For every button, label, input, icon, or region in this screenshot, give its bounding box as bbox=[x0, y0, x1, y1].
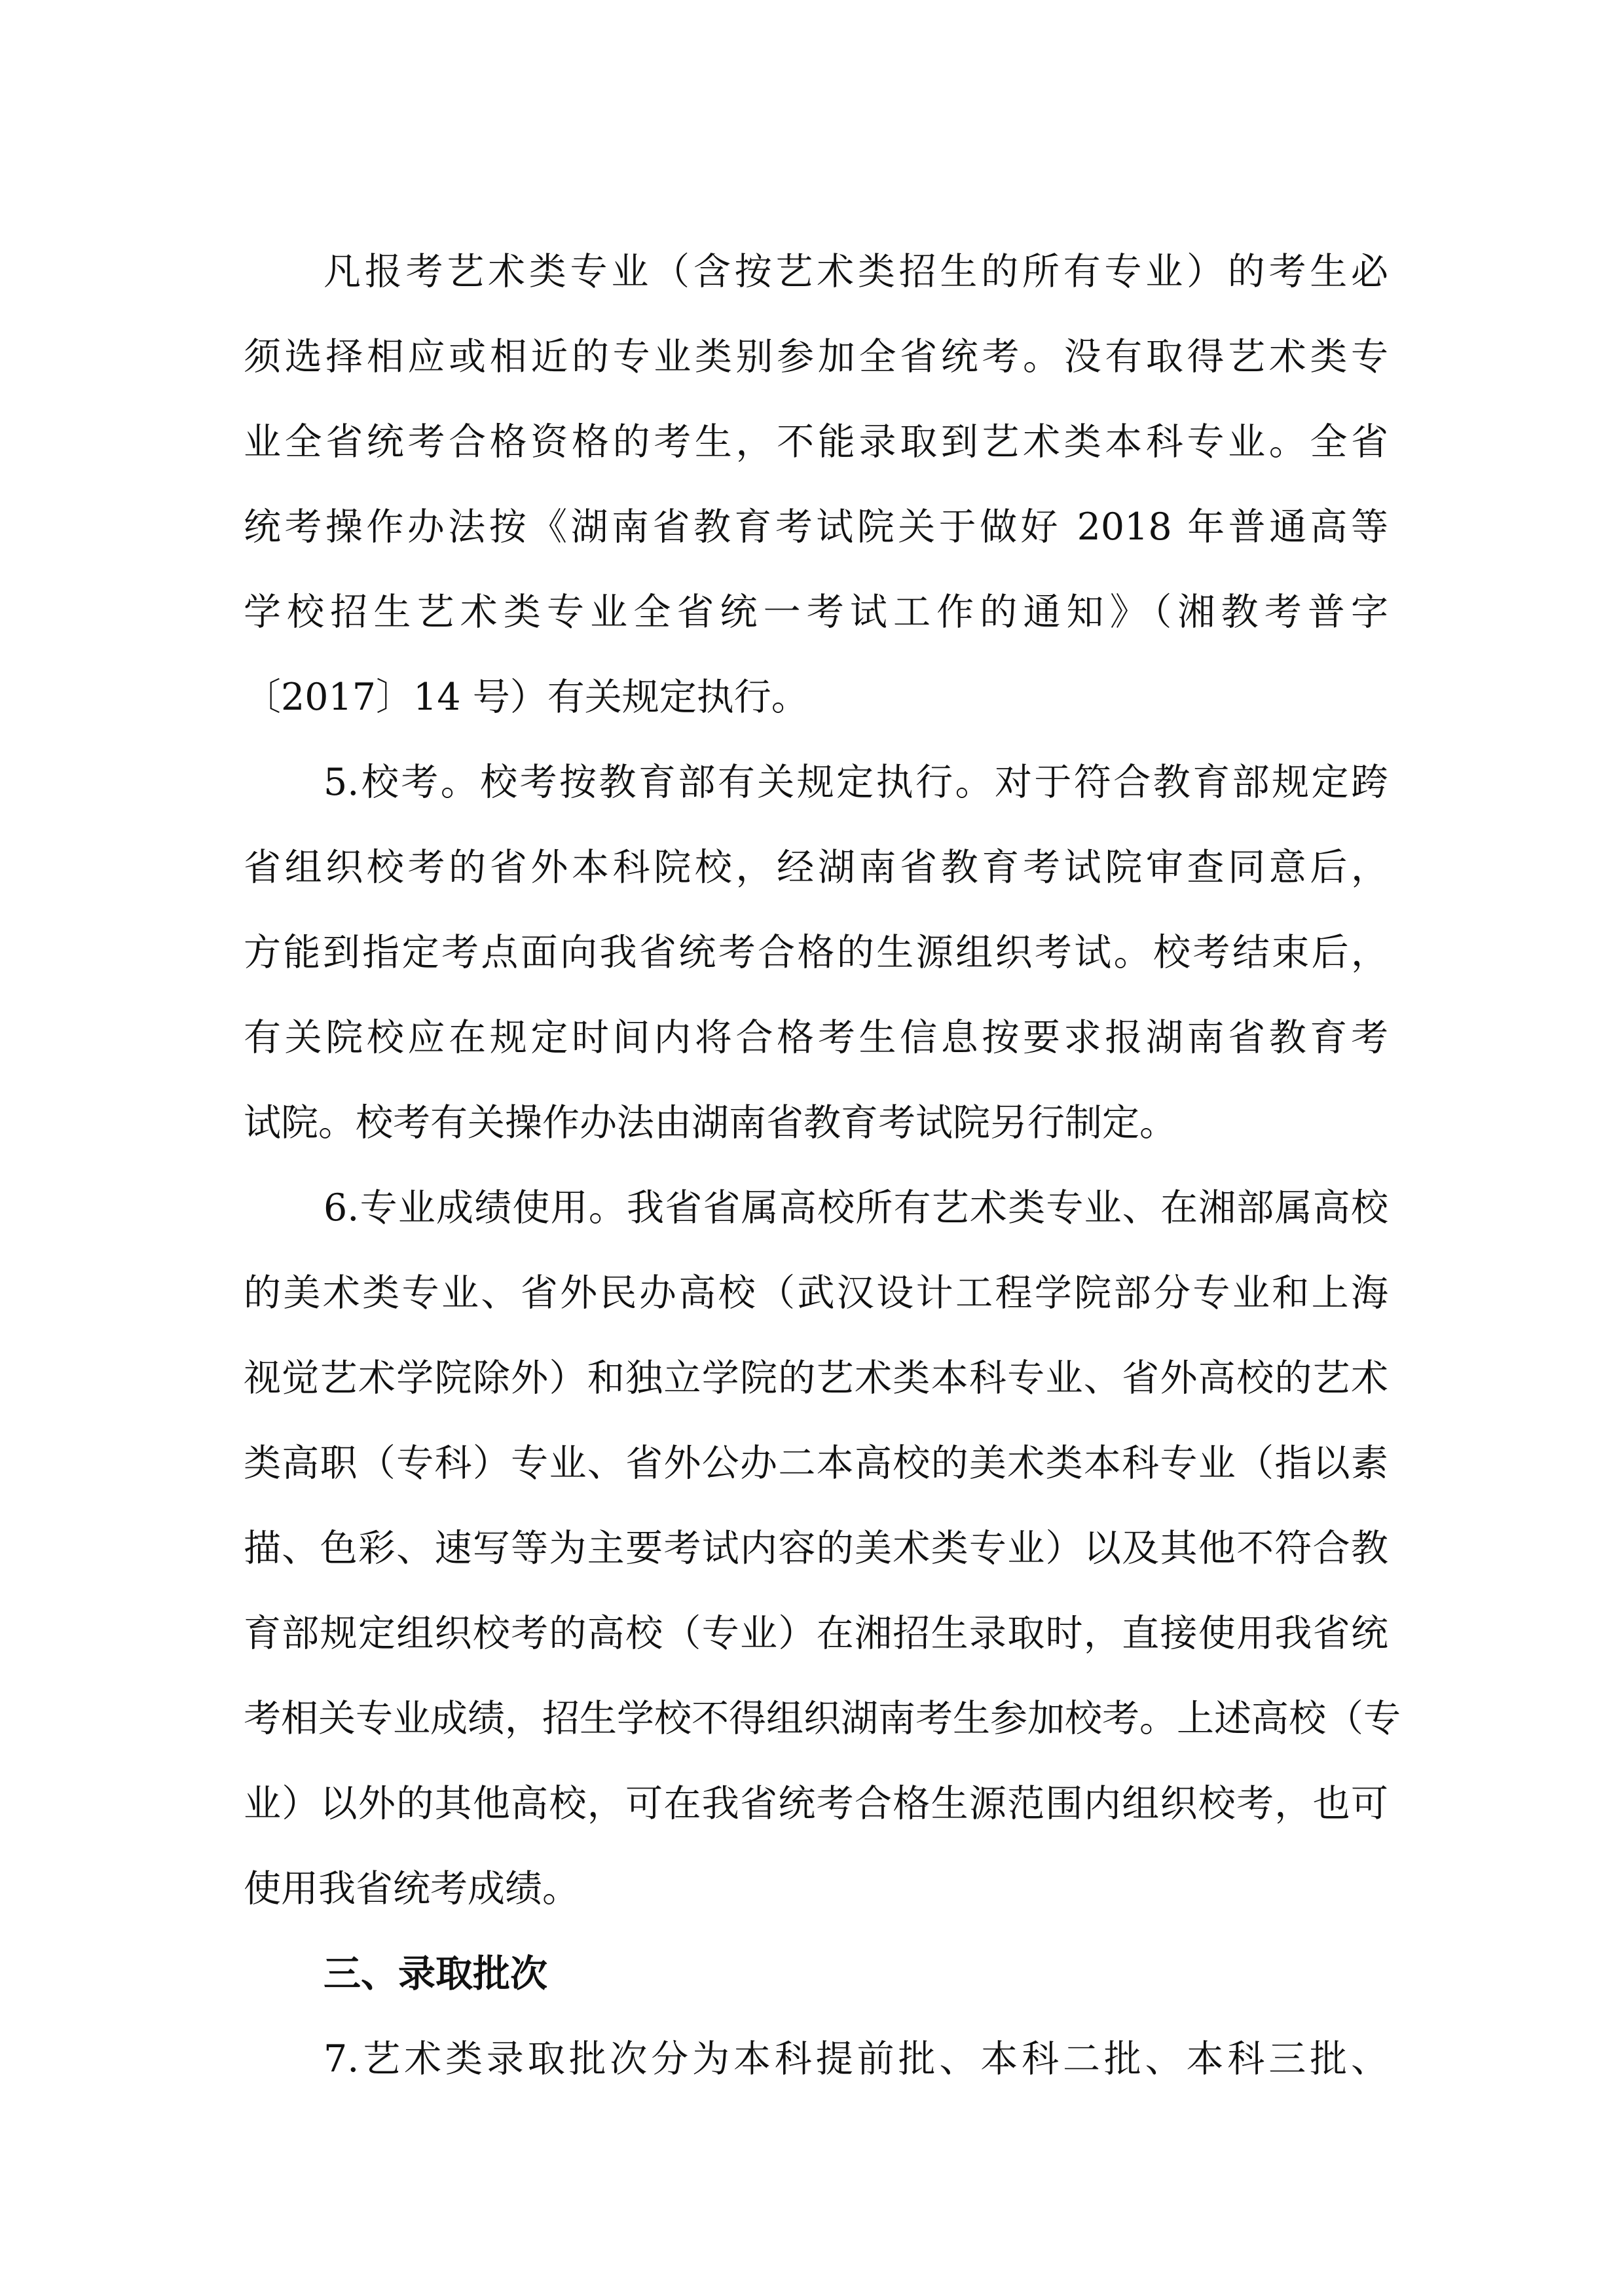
paragraph-1 bbox=[244, 229, 1388, 740]
paragraph-4 bbox=[244, 2016, 1388, 2102]
text-line: 试院。校考有关操作办法由湖南省教育考试院另行制定。 bbox=[244, 1101, 1177, 1144]
text-line: 类高职（专科）专业、省外公办二本高校的美术类本科专业（指以素 bbox=[244, 1442, 1388, 1485]
text-line: 视觉艺术学院除外）和独立学院的艺术类本科专业、省外高校的艺术 bbox=[244, 1357, 1388, 1400]
text-line: 6.专业成绩使用。我省省属高校所有艺术类专业、在湘部属高校 bbox=[323, 1186, 1388, 1230]
section-heading: 三、录取批次 bbox=[323, 1952, 547, 1995]
text-line: 7.艺术类录取批次分为本科提前批、本科二批、本科三批、 bbox=[323, 2037, 1388, 2081]
text-line: 有关院校应在规定时间内将合格考生信息按要求报湖南省教育考 bbox=[244, 1016, 1388, 1059]
text-line: 凡报考艺术类专业（含按艺术类招生的所有专业）的考生必 bbox=[323, 250, 1388, 293]
text-line: 描、色彩、速写等为主要考试内容的美术类专业）以及其他不符合教 bbox=[244, 1527, 1388, 1570]
text-line: 5.校考。校考按教育部有关规定执行。对于符合教育部规定跨 bbox=[323, 761, 1388, 804]
text-line: 须选择相应或相近的专业类别参加全省统考。没有取得艺术类专 bbox=[244, 335, 1388, 378]
paragraph-3 bbox=[244, 1165, 1401, 1931]
text-line: 省组织校考的省外本科院校，经湖南省教育考试院审查同意后， bbox=[244, 846, 1388, 889]
text-line: 考相关专业成绩，招生学校不得组织湖南考生参加校考。上述高校（专 bbox=[244, 1697, 1401, 1740]
text-line: 学校招生艺术类专业全省统一考试工作的通知》（湘教考普字 bbox=[244, 591, 1388, 634]
text-line: 方能到指定考点面向我省统考合格的生源组织考试。校考结束后， bbox=[244, 931, 1388, 974]
paragraph-2 bbox=[244, 740, 1388, 1165]
text-line: 业）以外的其他高校，可在我省统考合格生源范围内组织校考，也可 bbox=[244, 1782, 1388, 1825]
text-line: 育部规定组织校考的高校（专业）在湘招生录取时，直接使用我省统 bbox=[244, 1612, 1388, 1655]
text-line: 〔2017〕14 号）有关规定执行。 bbox=[244, 676, 809, 719]
document-page bbox=[244, 229, 1401, 2102]
text-line: 的美术类专业、省外民办高校（武汉设计工程学院部分专业和上海 bbox=[244, 1271, 1388, 1315]
text-line: 使用我省统考成绩。 bbox=[244, 1867, 580, 1910]
text-line: 统考操作办法按《湖南省教育考试院关于做好 2018 年普通高等 bbox=[244, 505, 1388, 549]
text-line: 业全省统考合格资格的考生，不能录取到艺术类本科专业。全省 bbox=[244, 420, 1388, 464]
